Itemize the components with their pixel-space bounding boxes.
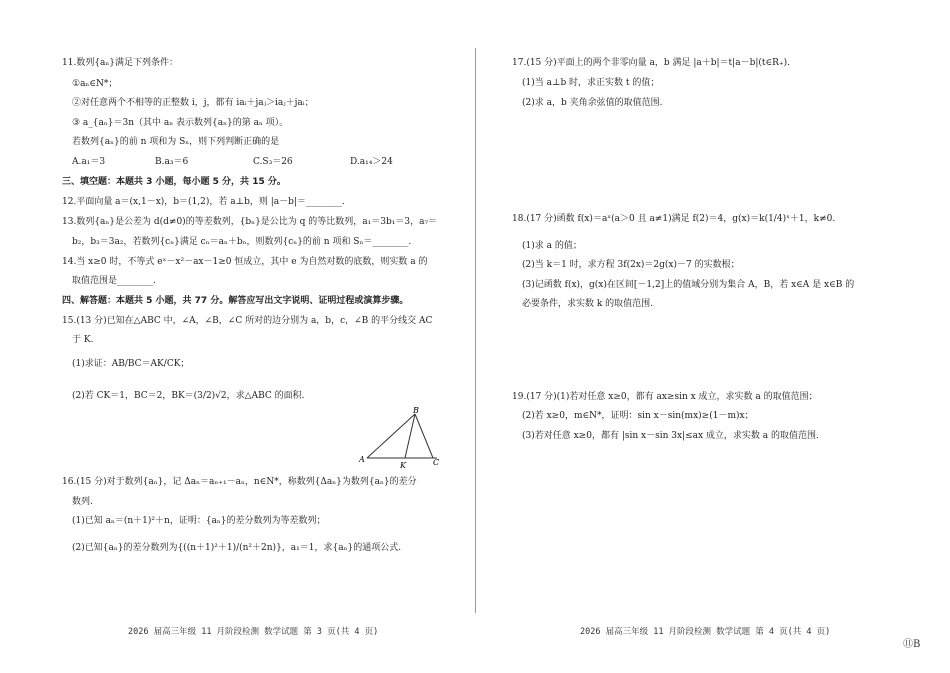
q17-part2: (2)求 a，b 夹角余弦值的取值范围. bbox=[522, 98, 663, 108]
q13-line2: b₂，b₃＝3a₂，若数列{cₙ}满足 cₙ＝aₙ＋bₙ，则数列{cₙ}的前 n 项和 Sₙ＝________. bbox=[72, 237, 412, 247]
q11-cond2: ②对任意两个不相等的正整数 i，j，都有 iaᵢ＋jaⱼ＞iaⱼ＋jaᵢ； bbox=[72, 98, 314, 108]
q11-cond1: ①aₙ∈N*； bbox=[72, 79, 118, 89]
q15-line1: 15.(13 分)已知在△ABC 中，∠A，∠B，∠C 所对的边分别为 a，b，c，∠B 的平分线交 AC bbox=[62, 316, 433, 326]
q19: 19.(17 分)(1)若对任意 x≥0，都有 ax≥sin x 成立，求实数 a 的取值范围； bbox=[512, 392, 818, 402]
right-page bbox=[477, 0, 950, 673]
triangle-figure bbox=[355, 405, 445, 470]
q11-option-b: B.a₃＝6 bbox=[155, 157, 189, 167]
q13-line1: 13.数列{aₙ}是公差为 d(d≠0)的等差数列，{bₙ}是公比为 q 的等比数列，a₁＝3b₁＝3，a₇＝ bbox=[62, 217, 438, 227]
point-k-label: K bbox=[400, 461, 406, 470]
q11-ask: 若数列{aₙ}的前 n 项和为 Sₙ，则下列判断正确的是 bbox=[72, 137, 280, 147]
section4-heading: 四、解答题：本题共 5 小题，共 77 分。解答应写出文字说明、证明过程或演算步骤。 bbox=[62, 296, 409, 306]
vertex-a-label: A bbox=[359, 455, 365, 464]
q14-line1: 14.当 x≥0 时，不等式 eˣ－x²－ax－1≥0 恒成立，其中 e 为自然对数的底数，则实数 a 的 bbox=[62, 257, 428, 267]
q16-part1: (1)已知 aₙ＝(n＋1)²＋n，证明：{aₙ}的差分数列为等差数列； bbox=[72, 516, 326, 526]
q18-part3-line2: 必要条件，求实数 k 的取值范围. bbox=[522, 299, 654, 309]
q18-part2: (2)当 k＝1 时，求方程 3f(2x)＝2g(x)－7 的实数根； bbox=[522, 260, 740, 270]
q17-part1: (1)当 a⊥b 时，求正实数 t 的值； bbox=[522, 78, 660, 88]
right-footer: 2026 届高三年级 11 月阶段检测 数学试题 第 4 页(共 4 页) bbox=[580, 627, 831, 637]
q12: 12.平面向量 a＝(x,1－x)，b＝(1,2)，若 a⊥b，则 |a－b|＝________. bbox=[62, 197, 345, 207]
q11-cond3: ③ a_{aₙ}＝3n（其中 aₙ 表示数列{aₙ}的第 aₙ 项）。 bbox=[72, 118, 289, 128]
q19-part2: (2)若 x≥0，m∈N*，证明：sin x－sin(mx)≥(1－m)x； bbox=[522, 411, 754, 421]
q16-part2: (2)已知{aₙ}的差分数列为{((n＋1)²＋1)/(n²＋2n)}，a₁＝1，求{aₙ}的通项公式. bbox=[72, 543, 402, 553]
q18: 18.(17 分)函数 f(x)＝aˣ(a＞0 且 a≠1)满足 f(2)＝4，g(x)＝k(1/4)ˣ＋1，k≠0. bbox=[512, 214, 836, 224]
q11-option-a: A.a₁＝3 bbox=[72, 157, 106, 167]
q16-line2: 数列. bbox=[72, 497, 93, 507]
vertex-b-label: B bbox=[413, 406, 419, 415]
q19-part3: (3)若对任意 x≥0，都有 |sin x－sin 3x|≤ax 成立，求实数 a 的取值范围. bbox=[522, 431, 819, 441]
q11-option-c: C.S₃＝26 bbox=[253, 157, 293, 167]
q18-part3-line1: (3)记函数 f(x)，g(x)在区间[－1,2]上的值域分别为集合 A，B，若 x∈A 是 x∈B 的 bbox=[522, 280, 855, 290]
vertex-c-label: C bbox=[433, 458, 440, 467]
section3-heading: 三、填空题：本题共 3 小题，每小题 5 分，共 15 分。 bbox=[62, 177, 286, 187]
left-footer: 2026 届高三年级 11 月阶段检测 数学试题 第 3 页(共 4 页) bbox=[128, 627, 379, 637]
corner-stamp: ⑪B bbox=[903, 639, 921, 650]
q17: 17.(15 分)平面上的两个非零向量 a，b 满足 |a＋b|＝t|a－b|(t∈R₊). bbox=[512, 58, 791, 68]
q15-part2: (2)若 CK＝1，BC＝2，BK＝(3/2)√2，求△ABC 的面积. bbox=[72, 391, 305, 401]
q11-stem: 11.数列{aₙ}满足下列条件： bbox=[62, 58, 179, 68]
page-divider bbox=[475, 48, 476, 613]
q15-part1: (1)求证：AB/BC＝AK/CK； bbox=[72, 359, 190, 369]
q14-line2: 取值范围是________. bbox=[72, 276, 156, 286]
q18-part1: (1)求 a 的值； bbox=[522, 241, 582, 251]
q16-line1: 16.(15 分)对于数列{aₙ}，记 Δaₙ＝aₙ₊₁－aₙ，n∈N*，称数列{Δaₙ}为数列{aₙ}的差分 bbox=[62, 477, 417, 487]
q11-option-d: D.a₁₄＞24 bbox=[350, 157, 393, 167]
q15-line2: 于 K. bbox=[72, 335, 94, 345]
